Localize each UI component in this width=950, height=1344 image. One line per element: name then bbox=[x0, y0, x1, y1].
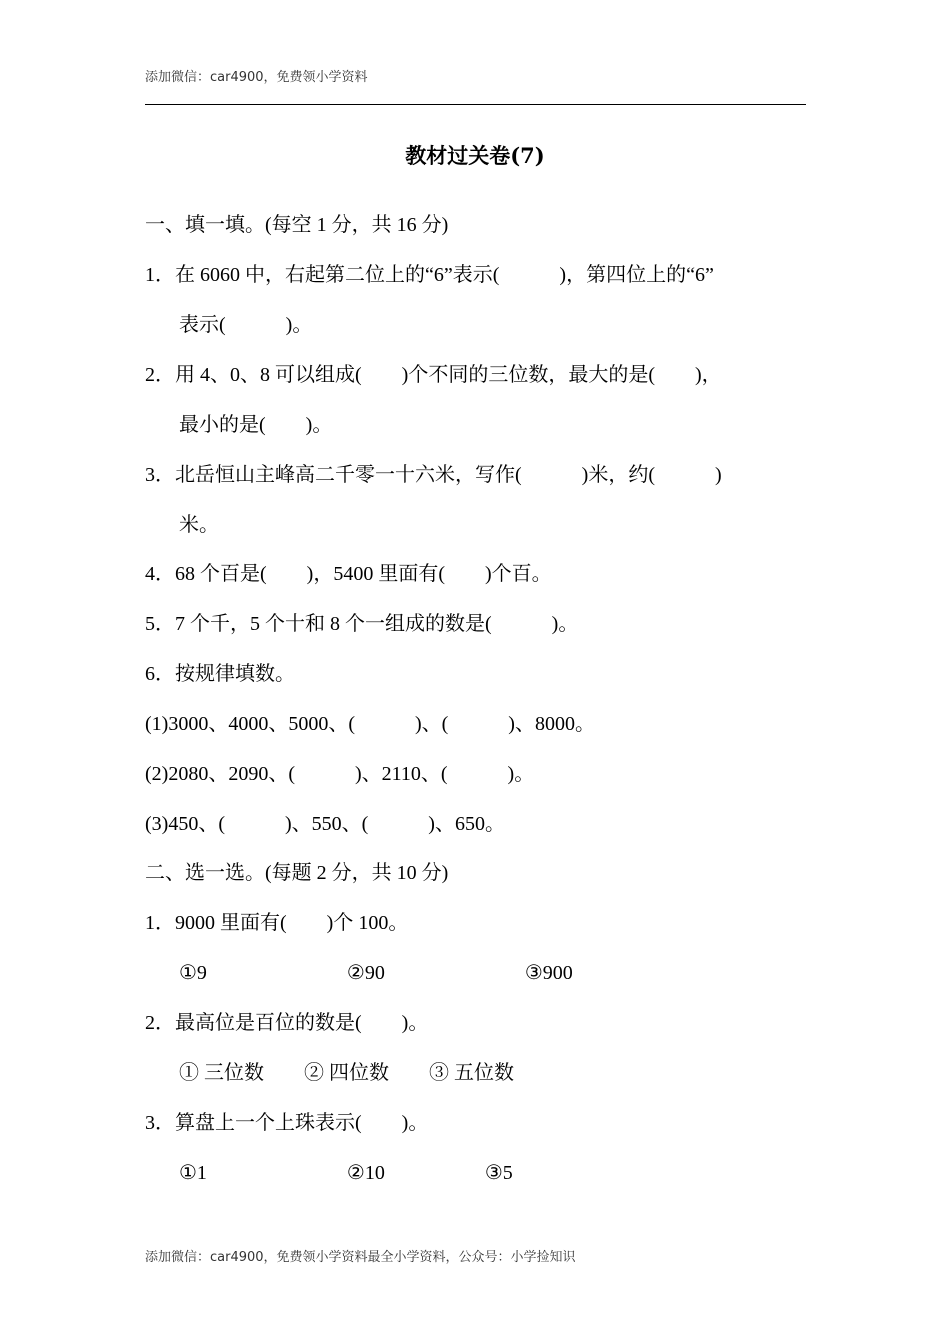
header-divider bbox=[145, 104, 806, 105]
question-1-3-line1: 3．北岳恒山主峰高二千零一十六米，写作( )米，约( ) bbox=[145, 464, 722, 486]
question-1-1-line2: 表示( )。 bbox=[179, 314, 313, 336]
page-footer: 添加微信：car4900，免费领小学资料最全小学资料，公众号：小学捡知识 bbox=[145, 1250, 576, 1265]
page-title: 教材过关卷(7) bbox=[405, 143, 545, 168]
page-header: 添加微信：car4900，免费领小学资料 bbox=[145, 70, 368, 85]
question-2-2-options: ① 三位数 ② 四位数 ③ 五位数 bbox=[179, 1062, 514, 1084]
question-1-4: 4．68 个百是( )，5400 里面有( )个百。 bbox=[145, 563, 552, 585]
question-1-6-part2: (2)2080、2090、( )、2110、( )。 bbox=[145, 763, 535, 785]
question-2-3: 3．算盘上一个上珠表示( )。 bbox=[145, 1112, 429, 1134]
question-1-6: 6．按规律填数。 bbox=[145, 663, 295, 685]
question-2-1-options: ①9 ②90 ③900 bbox=[179, 962, 573, 984]
question-1-6-part3: (3)450、( )、550、( )、650。 bbox=[145, 813, 505, 835]
question-1-6-part1: (1)3000、4000、5000、( )、( )、8000。 bbox=[145, 713, 595, 735]
question-1-2-line2: 最小的是( )。 bbox=[179, 414, 333, 436]
question-1-1-line1: 1．在 6060 中，右起第二位上的“6”表示( )，第四位上的“6” bbox=[145, 264, 714, 286]
question-2-1: 1．9000 里面有( )个 100。 bbox=[145, 912, 409, 934]
section1-heading: 一、填一填。(每空 1 分，共 16 分) bbox=[145, 214, 449, 236]
section2-heading: 二、选一选。(每题 2 分，共 10 分) bbox=[145, 862, 449, 884]
question-2-3-options: ①1 ②10 ③5 bbox=[179, 1162, 513, 1184]
question-1-5: 5．7 个千，5 个十和 8 个一组成的数是( )。 bbox=[145, 613, 579, 635]
question-2-2: 2．最高位是百位的数是( )。 bbox=[145, 1012, 429, 1034]
question-1-2-line1: 2．用 4、0、8 可以组成( )个不同的三位数，最大的是( )， bbox=[145, 364, 722, 386]
question-1-3-line2: 米。 bbox=[179, 514, 219, 536]
